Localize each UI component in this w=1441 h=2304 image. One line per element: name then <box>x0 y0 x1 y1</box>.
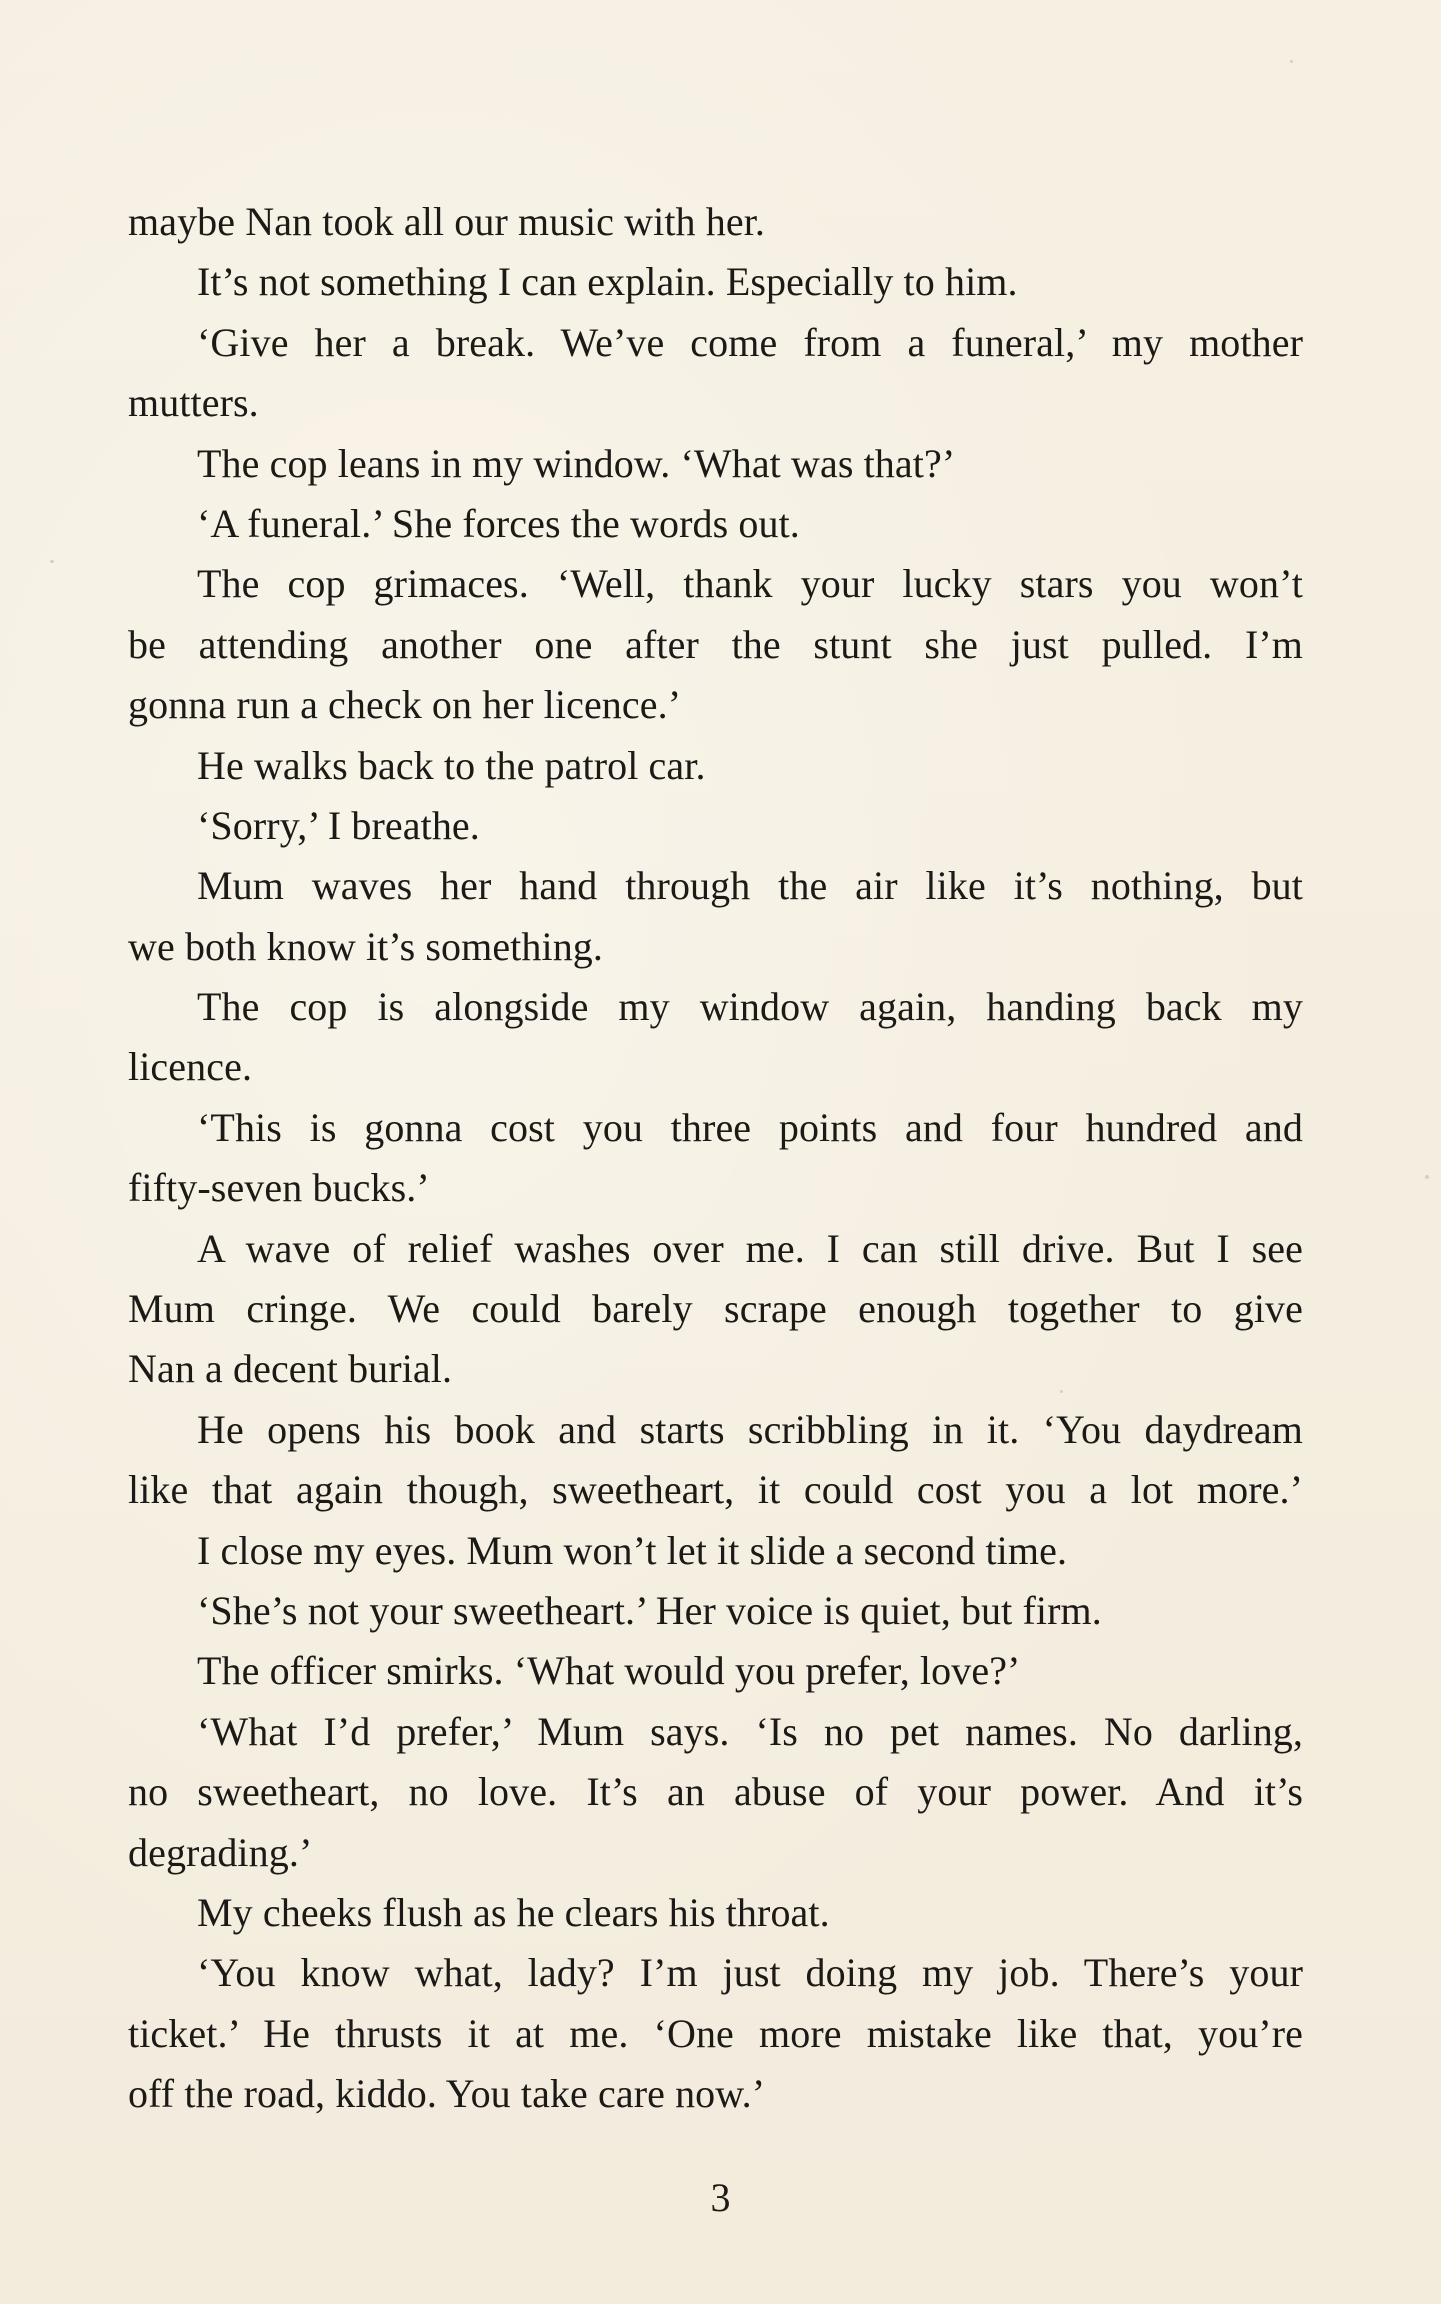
body-text <box>128 192 1303 2125</box>
text-line: no sweetheart, no love. It’s an abuse of your power. And it’s <box>128 1769 1303 1815</box>
text-line: My cheeks flush as he clears his throat. <box>197 1889 830 1935</box>
text-line: Nan a decent burial. <box>128 1346 453 1392</box>
text-line: ‘A funeral.’ She forces the words out. <box>197 500 800 546</box>
text-line: The cop grimaces. ‘Well, thank your lucky stars you won’t <box>197 561 1303 607</box>
text-line: licence. <box>128 1044 253 1090</box>
text-line: Mum waves her hand through the air like it’s nothing, but <box>197 863 1303 909</box>
text-line: The cop leans in my window. ‘What was that?’ <box>197 440 956 486</box>
text-line: I close my eyes. Mum won’t let it slide a second time. <box>197 1527 1068 1573</box>
text-line: ‘What I’d prefer,’ Mum says. ‘Is no pet names. No darling, <box>197 1708 1303 1754</box>
text-line: gonna run a check on her licence.’ <box>128 682 682 728</box>
page-number: 3 <box>710 2175 731 2220</box>
text-line: He walks back to the patrol car. <box>197 742 706 788</box>
text-line: be attending another one after the stunt she just pulled. I’m <box>128 621 1303 667</box>
text-line: ‘This is gonna cost you three points and four hundred and <box>197 1104 1303 1150</box>
text-line: A wave of relief washes over me. I can still drive. But I see <box>197 1225 1303 1271</box>
text-line: ‘She’s not your sweetheart.’ Her voice is quiet, but firm. <box>197 1587 1102 1633</box>
text-line: fifty-seven bucks.’ <box>128 1165 430 1211</box>
text-line: ‘Sorry,’ I breathe. <box>197 802 480 848</box>
text-line: mutters. <box>128 380 259 426</box>
text-line: It’s not something I can explain. Especially to him. <box>197 259 1018 305</box>
text-line: He opens his book and starts scribbling in it. ‘You daydream <box>197 1406 1303 1452</box>
paper-speck <box>1290 60 1293 63</box>
paper-speck <box>50 560 54 563</box>
text-line: Mum cringe. We could barely scrape enough together to give <box>128 1286 1303 1332</box>
text-line: like that again though, sweetheart, it could cost you a lot more.’ <box>128 1467 1303 1513</box>
paper-speck <box>1425 1175 1429 1179</box>
paper-speck <box>1060 1390 1063 1393</box>
text-line: ticket.’ He thrusts it at me. ‘One more mistake like that, you’re <box>128 2010 1303 2056</box>
text-line: we both know it’s something. <box>128 923 604 969</box>
text-line: ‘Give her a break. We’ve come from a funeral,’ my mother <box>197 319 1303 365</box>
text-line: The officer smirks. ‘What would you prefer, love?’ <box>197 1648 1021 1694</box>
text-line: off the road, kiddo. You take care now.’ <box>128 2071 766 2117</box>
text-line: The cop is alongside my window again, handing back my <box>197 984 1303 1030</box>
text-line: degrading.’ <box>128 1829 313 1875</box>
text-line: ‘You know what, lady? I’m just doing my job. There’s your <box>197 1950 1303 1996</box>
text-line: maybe Nan took all our music with her. <box>128 199 766 244</box>
